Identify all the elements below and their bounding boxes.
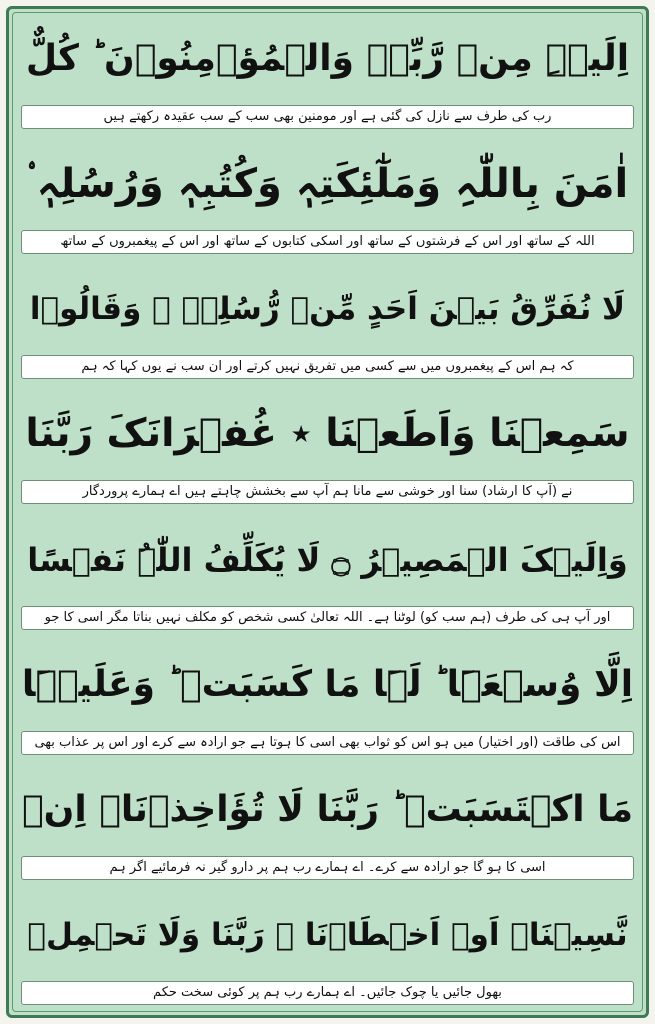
urdu-translation-line: بھول جائیں یا چوک جائیں۔ اے ہمارے رب ہم پر کوئی سخت حکم — [21, 981, 634, 1005]
verse-block — [21, 394, 634, 504]
verse-block — [21, 144, 634, 254]
verse-block — [21, 895, 634, 1005]
urdu-translation-line: اللہ کے ساتھ اور اس کے فرشتوں کے ساتھ اور اسکی کتابوں کے ساتھ اور اس کے پیغمبروں کے ساتھ — [21, 230, 634, 254]
arabic-verse-line: لَا نُفَرِّقُ بَیۡنَ اَحَدٍ مِّنۡ رُّسُلِہٖ ۟ وَقَالُوۡا — [29, 291, 626, 328]
arabic-verse-line: نَّسِیۡنَاۤ اَوۡ اَخۡطَاۡنَا ۚ رَبَّنَا وَلَا تَحۡمِلۡ — [27, 916, 628, 953]
arabic-verse-line: مَا اکۡتَسَبَتۡ ؕ رَبَّنَا لَا تُؤَاخِذۡنَاۤ اِنۡ — [22, 788, 633, 830]
arabic-verse-line: اٰمَنَ بِاللّٰہِ وَمَلٰٓئِکَتِہٖ وَکُتُبِہٖ وَرُسُلِہٖ ۟ — [26, 161, 629, 208]
verse-frame — [6, 6, 649, 1018]
urdu-translation-line: اور آپ ہی کی طرف (ہم سب کو) لوٹنا ہے۔ اللہ تعالیٰ کسی شخص کو مکلف نہیں بناتا مگر اسی کا جو — [21, 606, 634, 630]
urdu-translation-line: نے (آپ کا ارشاد) سنا اور خوشی سے مانا ہم آپ سے بخشش چاہتے ہیں اے ہمارے پروردگار — [21, 480, 634, 504]
verse-block — [21, 19, 634, 129]
arabic-verse-line: سَمِعۡنَا وَاَطَعۡنَا ٭ غُفۡرَانَکَ رَبَّنَا — [25, 411, 630, 457]
arabic-verse-line: اِلَیۡہِ مِنۡ رَّبِّہٖ وَالۡمُؤۡمِنُوۡنَ ؕ کُلٌّ — [25, 38, 630, 79]
arabic-verse-line: وَاِلَیۡکَ الۡمَصِیۡرُ ۝ لَا یُکَلِّفُ اللّٰہُ نَفۡسًا — [27, 540, 628, 579]
arabic-verse-line: اِلَّا وُسۡعَہَا ؕ لَہَا مَا کَسَبَتۡ ؕ وَعَلَیۡہَا — [21, 663, 634, 705]
urdu-translation-line: رب کی طرف سے نازل کی گئی ہے اور مومنین بھی سب کے سب عقیدہ رکھتے ہیں — [21, 105, 634, 129]
urdu-translation-line: کہ ہم اس کے پیغمبروں میں سے کسی میں تفریق نہیں کرتے اور ان سب نے یوں کہا کہ ہم — [21, 355, 634, 379]
verse-block — [21, 645, 634, 755]
verse-block — [21, 269, 634, 379]
urdu-translation-line: اس کی طاقت (اور اختیار) میں ہو اس کو ثواب بھی اسی کا ہوتا ہے جو ارادہ سے کرے اور اس پر عذاب بھی — [21, 731, 634, 755]
urdu-translation-line: اسی کا ہو گا جو ارادہ سے کرے۔ اے ہمارے رب ہم پر دارو گیر نہ فرمائیے اگر ہم — [21, 856, 634, 880]
verse-block — [21, 520, 634, 630]
verse-block — [21, 770, 634, 880]
